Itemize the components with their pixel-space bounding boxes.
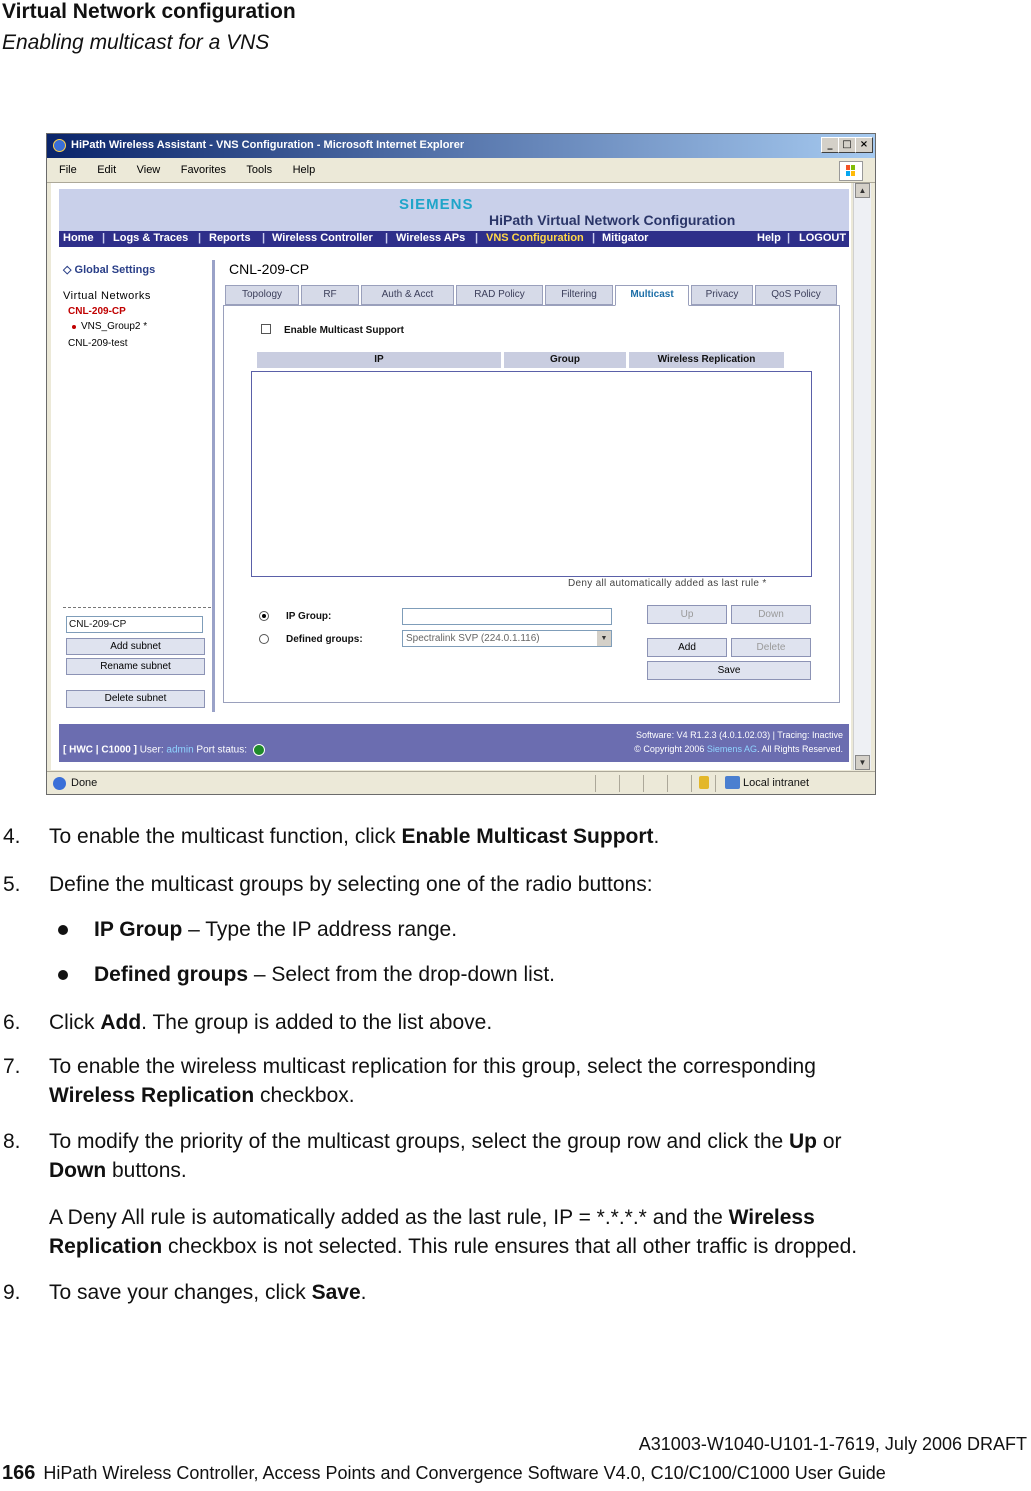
defined-groups-select[interactable]: Spectralink SVP (224.0.1.116) ▼	[402, 630, 612, 647]
up-button[interactable]: Up	[647, 605, 727, 624]
window-title: HiPath Wireless Assistant - VNS Configuration - Microsoft Internet Explorer	[71, 139, 465, 151]
column-header-group: Group	[504, 352, 626, 368]
windows-logo-icon	[839, 161, 863, 181]
deny-all-note: Deny all automatically added as last rule *	[568, 578, 767, 589]
browser-viewport	[51, 183, 851, 770]
browser-menubar	[47, 158, 875, 183]
vns-item-cnl-209-test[interactable]: CNL-209-test	[68, 338, 128, 349]
footer-session-info: [ HWC | C1000 ] User: admin Port status:	[63, 744, 265, 756]
ip-group-label: IP Group:	[286, 611, 332, 622]
nav-help[interactable]: Help	[757, 232, 781, 244]
nav-logout[interactable]: LOGOUT	[799, 232, 847, 244]
tab-topology[interactable]: Topology	[225, 285, 299, 305]
menu-file[interactable]: File	[59, 164, 77, 176]
menu-view[interactable]: View	[136, 164, 161, 176]
sidebar-separator	[212, 260, 215, 712]
browser-window-screenshot	[46, 133, 876, 795]
column-header-wireless-replication: Wireless Replication	[629, 352, 784, 368]
defined-groups-radio[interactable]	[259, 634, 269, 644]
tab-auth-acct[interactable]: Auth & Acct	[361, 285, 454, 305]
tab-rad-policy[interactable]: RAD Policy	[456, 285, 543, 305]
browser-statusbar	[47, 771, 875, 795]
diamond-icon: ◇	[63, 264, 75, 276]
vns-item-vns-group2[interactable]: VNS_Group2 *	[81, 321, 148, 332]
section-title: Virtual Network configuration	[2, 0, 296, 23]
ip-group-input[interactable]	[402, 608, 612, 625]
app-title: HiPath Virtual Network Configuration	[489, 212, 736, 228]
page-number: 166	[2, 1462, 36, 1484]
maximize-icon[interactable]: □	[838, 137, 856, 153]
tab-multicast[interactable]: Multicast	[615, 285, 689, 306]
nav-vns-configuration[interactable]: VNS Configuration	[486, 232, 584, 244]
subsection-title: Enabling multicast for a VNS	[2, 31, 270, 54]
nav-mitigator[interactable]: Mitigator	[602, 232, 649, 244]
nav-wireless-controller[interactable]: Wireless Controller	[272, 232, 373, 244]
nav-wireless-aps[interactable]: Wireless APs	[396, 232, 466, 244]
save-button[interactable]: Save	[647, 661, 811, 680]
security-zone: Local intranet	[743, 777, 810, 789]
menu-tools[interactable]: Tools	[246, 164, 273, 176]
down-button[interactable]: Down	[731, 605, 811, 624]
port-status-icon	[253, 744, 265, 756]
delete-button[interactable]: Delete	[731, 638, 811, 657]
chevron-down-icon[interactable]: ▼	[597, 631, 611, 646]
tab-filtering[interactable]: Filtering	[545, 285, 613, 305]
virtual-networks-heading: Virtual Networks	[63, 290, 151, 302]
nav-reports[interactable]: Reports	[209, 232, 251, 244]
column-header-ip: IP	[257, 352, 501, 368]
page-icon	[53, 777, 66, 790]
enable-multicast-label: Enable Multicast Support	[284, 325, 405, 336]
menu-edit[interactable]: Edit	[97, 164, 117, 176]
multicast-rules-list[interactable]	[251, 371, 812, 577]
page-footer	[2, 1462, 886, 1485]
scroll-up-icon[interactable]: ▲	[855, 183, 870, 198]
delete-subnet-button[interactable]: Delete subnet	[66, 690, 205, 708]
sidebar-divider	[63, 607, 211, 608]
subnet-select[interactable]: CNL-209-CP	[66, 616, 203, 633]
status-text: Done	[71, 777, 98, 789]
scroll-down-icon[interactable]: ▼	[855, 755, 870, 770]
intranet-icon	[725, 776, 740, 789]
bullet-icon	[72, 325, 76, 329]
lock-icon	[699, 776, 709, 789]
app-navbar: Home | Logs & Traces | Reports | Wireless Controller | Wireless APs | VNS Configuration | Mitigator Help | LOGOUT	[59, 231, 849, 247]
defined-groups-label: Defined groups:	[286, 634, 363, 645]
ip-group-radio[interactable]	[259, 611, 269, 621]
add-button[interactable]: Add	[647, 638, 727, 657]
footer-software-info: Software: V4 R1.2.3 (4.0.1.02.03) | Tracing: Inactive	[636, 730, 843, 740]
tab-rf[interactable]: RF	[301, 285, 359, 305]
footer-copyright: © Copyright 2006 Siemens AG. All Rights Reserved.	[634, 744, 843, 754]
enable-multicast-checkbox[interactable]	[261, 324, 271, 334]
vns-item-cnl-209-cp[interactable]: CNL-209-CP	[68, 306, 126, 317]
add-subnet-button[interactable]: Add subnet	[66, 638, 205, 655]
document-id: A31003-W1040-U101-1-7619, July 2006 DRAFT	[638, 1434, 1027, 1454]
minimize-icon[interactable]: _	[821, 137, 839, 153]
siemens-logo: SIEMENS	[399, 196, 474, 213]
app-banner	[59, 189, 849, 231]
ie-icon	[53, 139, 66, 152]
menu-help[interactable]: Help	[292, 164, 316, 176]
rename-subnet-button[interactable]: Rename subnet	[66, 658, 205, 675]
vertical-scrollbar[interactable]	[853, 183, 871, 770]
tab-qos-policy[interactable]: QoS Policy	[755, 285, 837, 305]
guide-title: HiPath Wireless Controller, Access Points and Convergence Software V4.0, C10/C100/C1000 User Guide	[43, 1463, 886, 1483]
tab-privacy[interactable]: Privacy	[691, 285, 753, 305]
close-icon[interactable]: ×	[855, 137, 873, 153]
app-footer	[59, 724, 849, 762]
global-settings-link[interactable]: ◇ Global Settings	[63, 264, 156, 276]
window-titlebar	[47, 134, 875, 158]
menu-favorites[interactable]: Favorites	[180, 164, 226, 176]
nav-logs-traces[interactable]: Logs & Traces	[113, 232, 189, 244]
vns-name-heading: CNL-209-CP	[229, 261, 310, 277]
nav-home[interactable]: Home	[63, 232, 94, 244]
